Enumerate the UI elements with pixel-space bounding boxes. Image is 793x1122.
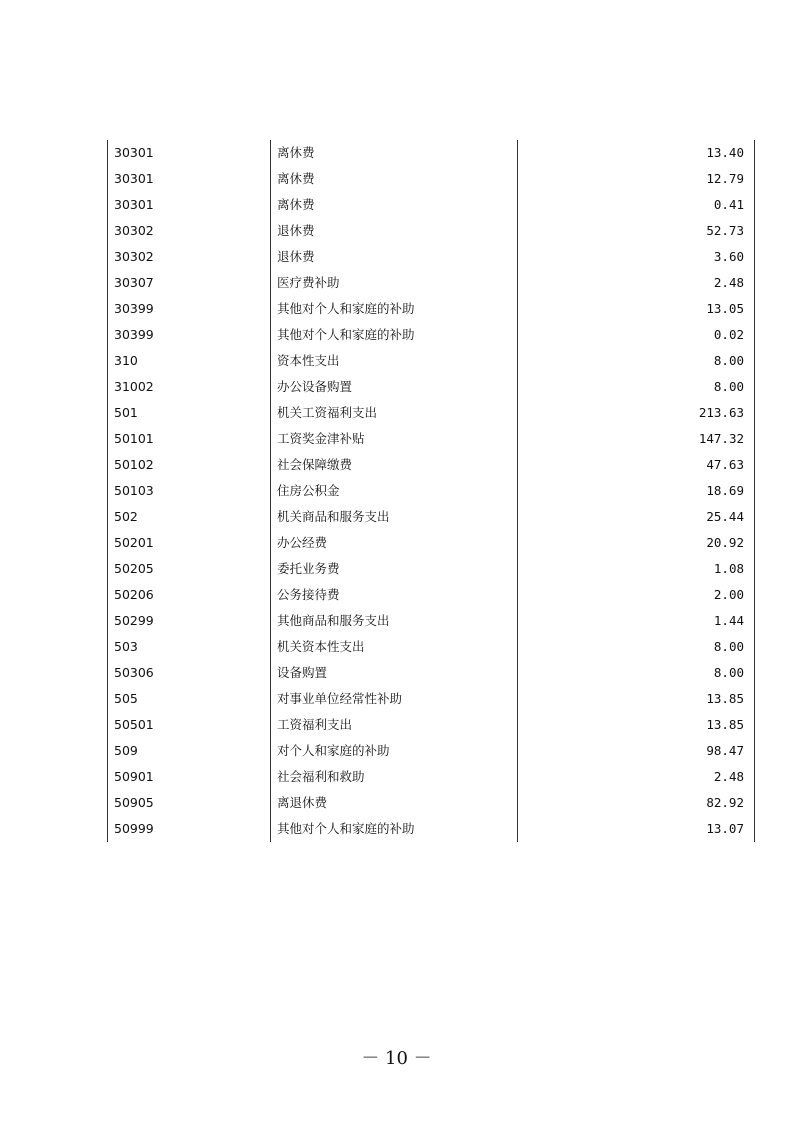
table-row [108,530,755,556]
row-name-cell: 医疗费补助 [271,270,518,296]
row-code-cell: 50205 [108,556,271,582]
row-code-cell: 50306 [108,660,271,686]
row-amount-cell: 18.69 [518,478,755,504]
table-row [108,660,755,686]
row-name-cell: 机关资本性支出 [271,634,518,660]
row-amount-cell: 98.47 [518,738,755,764]
row-name-cell: 公务接待费 [271,582,518,608]
row-amount-cell: 13.85 [518,686,755,712]
row-code-cell: 50102 [108,452,271,478]
row-amount-cell: 13.07 [518,816,755,842]
row-amount-cell: 13.85 [518,712,755,738]
row-code-cell: 30301 [108,166,271,192]
table-row [108,244,755,270]
row-code-cell: 503 [108,634,271,660]
row-name-cell: 工资奖金津补贴 [271,426,518,452]
row-name-cell: 工资福利支出 [271,712,518,738]
row-code-cell: 50901 [108,764,271,790]
row-name-cell: 办公设备购置 [271,374,518,400]
row-name-cell: 退休费 [271,244,518,270]
row-amount-cell: 8.00 [518,348,755,374]
row-code-cell: 30399 [108,322,271,348]
row-name-cell: 其他对个人和家庭的补助 [271,322,518,348]
table-row [108,400,755,426]
table-row [108,582,755,608]
row-amount-cell: 0.02 [518,322,755,348]
table-row [108,608,755,634]
row-amount-cell: 3.60 [518,244,755,270]
table-row [108,634,755,660]
row-code-cell: 31002 [108,374,271,400]
row-name-cell: 退休费 [271,218,518,244]
row-name-cell: 其他商品和服务支出 [271,608,518,634]
row-amount-cell: 2.48 [518,764,755,790]
row-code-cell: 50101 [108,426,271,452]
row-code-cell: 50299 [108,608,271,634]
row-name-cell: 离休费 [271,140,518,166]
row-amount-cell: 82.92 [518,790,755,816]
row-name-cell: 社会福利和救助 [271,764,518,790]
expenditure-table-container [107,140,744,842]
row-code-cell: 50201 [108,530,271,556]
row-amount-cell: 8.00 [518,634,755,660]
row-amount-cell: 0.41 [518,192,755,218]
row-amount-cell: 13.40 [518,140,755,166]
page-number: － 10 － [361,1048,432,1069]
row-code-cell: 50206 [108,582,271,608]
table-row [108,192,755,218]
table-row [108,348,755,374]
row-code-cell: 30302 [108,244,271,270]
table-row [108,816,755,842]
table-row [108,296,755,322]
row-name-cell: 其他对个人和家庭的补助 [271,816,518,842]
table-row [108,270,755,296]
row-code-cell: 50999 [108,816,271,842]
row-amount-cell: 13.05 [518,296,755,322]
row-code-cell: 50103 [108,478,271,504]
row-code-cell: 30307 [108,270,271,296]
row-amount-cell: 1.44 [518,608,755,634]
row-code-cell: 50905 [108,790,271,816]
row-name-cell: 机关工资福利支出 [271,400,518,426]
row-name-cell: 其他对个人和家庭的补助 [271,296,518,322]
row-amount-cell: 25.44 [518,504,755,530]
row-code-cell: 30301 [108,192,271,218]
row-name-cell: 资本性支出 [271,348,518,374]
row-amount-cell: 8.00 [518,660,755,686]
row-code-cell: 505 [108,686,271,712]
table-row [108,712,755,738]
row-name-cell: 社会保障缴费 [271,452,518,478]
row-code-cell: 30301 [108,140,271,166]
table-row [108,426,755,452]
table-row [108,374,755,400]
row-code-cell: 509 [108,738,271,764]
row-amount-cell: 2.00 [518,582,755,608]
row-name-cell: 对个人和家庭的补助 [271,738,518,764]
row-amount-cell: 213.63 [518,400,755,426]
expenditure-table [107,140,755,842]
table-body [108,140,755,842]
table-row [108,764,755,790]
table-row [108,218,755,244]
row-code-cell: 310 [108,348,271,374]
row-name-cell: 离休费 [271,192,518,218]
row-amount-cell: 52.73 [518,218,755,244]
row-code-cell: 30399 [108,296,271,322]
row-name-cell: 对事业单位经常性补助 [271,686,518,712]
row-amount-cell: 12.79 [518,166,755,192]
table-row [108,166,755,192]
row-name-cell: 离退休费 [271,790,518,816]
row-code-cell: 50501 [108,712,271,738]
row-name-cell: 离休费 [271,166,518,192]
table-row [108,556,755,582]
table-row [108,504,755,530]
table-row [108,686,755,712]
row-code-cell: 30302 [108,218,271,244]
table-row [108,140,755,166]
table-row [108,452,755,478]
row-amount-cell: 20.92 [518,530,755,556]
table-row [108,738,755,764]
row-code-cell: 501 [108,400,271,426]
row-amount-cell: 147.32 [518,426,755,452]
row-amount-cell: 47.63 [518,452,755,478]
row-name-cell: 办公经费 [271,530,518,556]
row-amount-cell: 2.48 [518,270,755,296]
table-row [108,790,755,816]
row-code-cell: 502 [108,504,271,530]
table-row [108,478,755,504]
row-name-cell: 机关商品和服务支出 [271,504,518,530]
row-amount-cell: 1.08 [518,556,755,582]
row-name-cell: 委托业务费 [271,556,518,582]
row-name-cell: 住房公积金 [271,478,518,504]
row-amount-cell: 8.00 [518,374,755,400]
row-name-cell: 设备购置 [271,660,518,686]
table-row [108,322,755,348]
